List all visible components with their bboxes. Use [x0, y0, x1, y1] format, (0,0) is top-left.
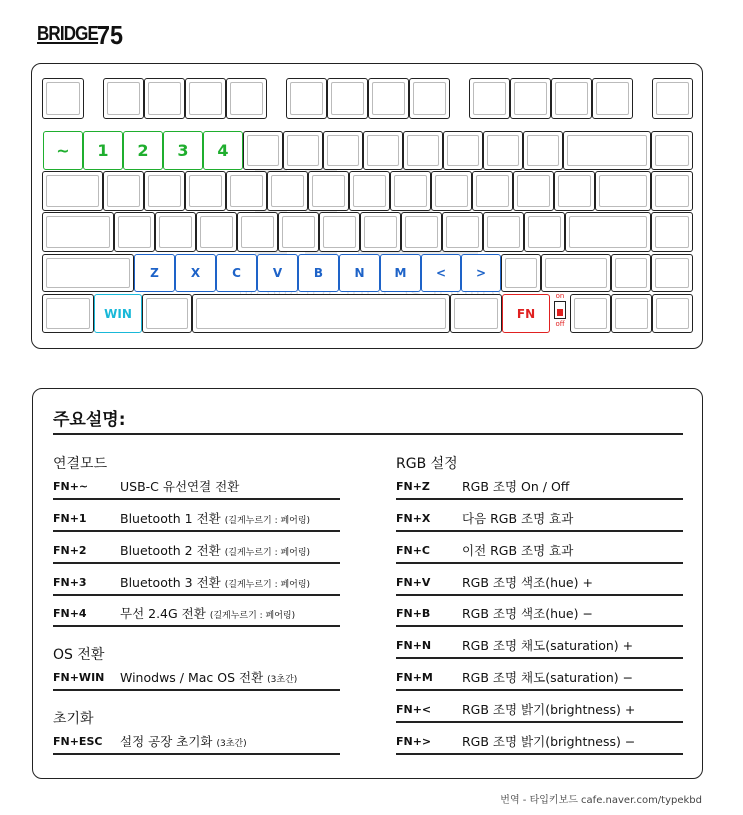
- shortcut-description: [120, 732, 247, 750]
- keycap: [283, 131, 323, 170]
- keycap: [472, 171, 513, 211]
- description-text: 무선 2.4G 전환: [120, 606, 206, 621]
- keycap: [308, 171, 349, 211]
- keycap: [563, 131, 651, 170]
- keycap: [611, 254, 651, 292]
- shortcut-description: [462, 732, 635, 750]
- description-text: Bluetooth 3 전환: [120, 575, 221, 590]
- keycap: [592, 78, 633, 119]
- shortcut-key: FN+ESC: [53, 735, 103, 748]
- shortcut-description: [120, 604, 295, 622]
- keycap: [42, 171, 103, 211]
- shortcut-description: [462, 668, 633, 686]
- description-note: (길게누르기 : 페어링): [224, 548, 311, 558]
- key-tilde: ~: [43, 131, 83, 170]
- keycap: [327, 78, 368, 119]
- mode-switch: [553, 292, 567, 336]
- description-note: (3초간): [267, 675, 298, 685]
- shortcut-description: [462, 604, 593, 622]
- description-note: (3초간): [216, 739, 247, 749]
- description-text: RGB 조명 On / Off: [462, 479, 570, 494]
- keycap: [42, 78, 84, 119]
- keycap: [524, 212, 565, 252]
- keycap: [185, 171, 226, 211]
- keycap: [570, 294, 611, 333]
- keycap: [349, 171, 390, 211]
- keycap: [243, 131, 283, 170]
- keycap: [144, 171, 185, 211]
- keycap: [144, 78, 185, 119]
- shortcut-key: FN+N: [396, 639, 432, 652]
- keycap: [390, 171, 431, 211]
- keycap: [42, 294, 94, 333]
- brand-logo: [37, 20, 126, 50]
- keycap: [651, 131, 693, 170]
- shortcut-key: FN+3: [53, 576, 87, 589]
- description-text: Bluetooth 1 전환: [120, 511, 221, 526]
- keycap: [196, 212, 237, 252]
- shortcut-description: [120, 573, 310, 591]
- keycap: [501, 254, 541, 292]
- keycap: [483, 212, 524, 252]
- shortcut-description: [462, 509, 573, 527]
- keycap: [42, 212, 114, 252]
- keycap: [510, 78, 551, 119]
- keycap: [450, 294, 502, 333]
- description-text: RGB 조명 색조(hue) −: [462, 606, 593, 621]
- keycap: [651, 254, 693, 292]
- keycap: [363, 131, 403, 170]
- shortcut-description: [462, 700, 635, 718]
- keycap: [595, 171, 651, 211]
- shortcut-key: FN+V: [396, 576, 431, 589]
- keycap: [403, 131, 443, 170]
- key-gt: >: [461, 254, 501, 292]
- key-4: 4: [203, 131, 243, 170]
- switch-on-label: on: [555, 292, 565, 300]
- shortcut-description: [462, 477, 569, 495]
- key-x: X: [175, 254, 216, 292]
- keycap: [652, 294, 693, 333]
- shortcut-description: [120, 541, 310, 559]
- key-1: 1: [83, 131, 123, 170]
- shortcut-key: FN+Z: [396, 480, 430, 493]
- shortcut-description: [462, 636, 633, 654]
- brand-model: 75: [96, 20, 123, 50]
- key-b: B: [298, 254, 339, 292]
- key-fn: FN: [502, 294, 550, 333]
- description-text: RGB 조명 밝기(brightness) +: [462, 702, 636, 717]
- keycap: [192, 294, 450, 333]
- keycap: [226, 78, 267, 119]
- description-text: 이전 RGB 조명 효과: [462, 543, 574, 558]
- keycap: [431, 171, 472, 211]
- keycap: [155, 212, 196, 252]
- keycap: [103, 171, 144, 211]
- keycap: [513, 171, 554, 211]
- keycap: [469, 78, 510, 119]
- shortcut-key: FN+4: [53, 607, 87, 620]
- keycap: [409, 78, 450, 119]
- description-text: Bluetooth 2 전환: [120, 543, 221, 558]
- keycap: [541, 254, 611, 292]
- keycap: [651, 212, 693, 252]
- keycap: [368, 78, 409, 119]
- keycap: [103, 78, 144, 119]
- switch-off-label: off: [555, 320, 565, 328]
- key-2: 2: [123, 131, 163, 170]
- description-text: USB-C 유선연결 전환: [120, 479, 240, 494]
- keycap: [323, 131, 363, 170]
- keycap: [114, 212, 155, 252]
- description-note: (길게누르기 : 페어링): [224, 516, 311, 526]
- keycap: [483, 131, 523, 170]
- key-z: Z: [134, 254, 175, 292]
- footer-credit: 번역 - 타입키보드 cafe.naver.com/typekbd: [500, 795, 702, 806]
- key-v: V: [257, 254, 298, 292]
- shortcut-key: FN+1: [53, 512, 87, 525]
- shortcut-key: FN+B: [396, 607, 431, 620]
- shortcut-key: FN+M: [396, 671, 433, 684]
- keycap: [611, 294, 652, 333]
- section-connection: 연결모드: [53, 456, 108, 472]
- keycap: [267, 171, 308, 211]
- shortcut-key: FN+~: [53, 480, 89, 493]
- keycap: [443, 131, 483, 170]
- key-n: N: [339, 254, 380, 292]
- shortcut-key: FN+C: [396, 544, 431, 557]
- keycap: [278, 212, 319, 252]
- section-os: OS 전환: [53, 647, 105, 663]
- keycap: [226, 171, 267, 211]
- shortcut-key: FN+2: [53, 544, 87, 557]
- key-m: M: [380, 254, 421, 292]
- shortcut-description: [462, 541, 573, 559]
- description-text: 설정 공장 초기화: [120, 734, 213, 749]
- keycap: [551, 78, 592, 119]
- description-note: (길게누르기 : 페어링): [209, 611, 296, 621]
- keycap: [652, 78, 693, 119]
- description-note: (길게누르기 : 페어링): [224, 580, 311, 590]
- shortcut-key: FN+WIN: [53, 671, 105, 684]
- shortcut-description: [120, 668, 297, 686]
- shortcut-description: [120, 509, 310, 527]
- description-text: RGB 조명 채도(saturation) +: [462, 638, 634, 653]
- keycap: [401, 212, 442, 252]
- keycap: [360, 212, 401, 252]
- keycap: [565, 212, 651, 252]
- key-3: 3: [163, 131, 203, 170]
- key-win: WIN: [94, 294, 142, 333]
- keycap: [442, 212, 483, 252]
- section-rgb: RGB 설정: [396, 456, 458, 472]
- shortcut-key: FN+>: [396, 735, 432, 748]
- shortcut-key: FN+X: [396, 512, 431, 525]
- section-reset: 초기화: [53, 711, 94, 727]
- shortcut-key: FN+<: [396, 703, 432, 716]
- description-text: Winodws / Mac OS 전환: [120, 670, 264, 685]
- description-text: RGB 조명 밝기(brightness) −: [462, 734, 636, 749]
- key-c: C: [216, 254, 257, 292]
- keycap: [185, 78, 226, 119]
- description-text: RGB 조명 채도(saturation) −: [462, 670, 634, 685]
- brand-name: BRIDGE: [37, 23, 99, 45]
- keycap: [42, 254, 134, 292]
- keycap: [237, 212, 278, 252]
- description-text: 다음 RGB 조명 효과: [462, 511, 574, 526]
- keycap: [523, 131, 563, 170]
- keycap: [319, 212, 360, 252]
- keycap: [651, 171, 693, 211]
- keycap: [554, 171, 595, 211]
- keycap: [142, 294, 192, 333]
- shortcut-description: [462, 573, 593, 591]
- panel-title: 주요설명:: [53, 410, 126, 430]
- key-lt: <: [421, 254, 461, 292]
- keycap: [286, 78, 327, 119]
- description-text: RGB 조명 색조(hue) +: [462, 575, 593, 590]
- shortcut-description: [120, 477, 243, 495]
